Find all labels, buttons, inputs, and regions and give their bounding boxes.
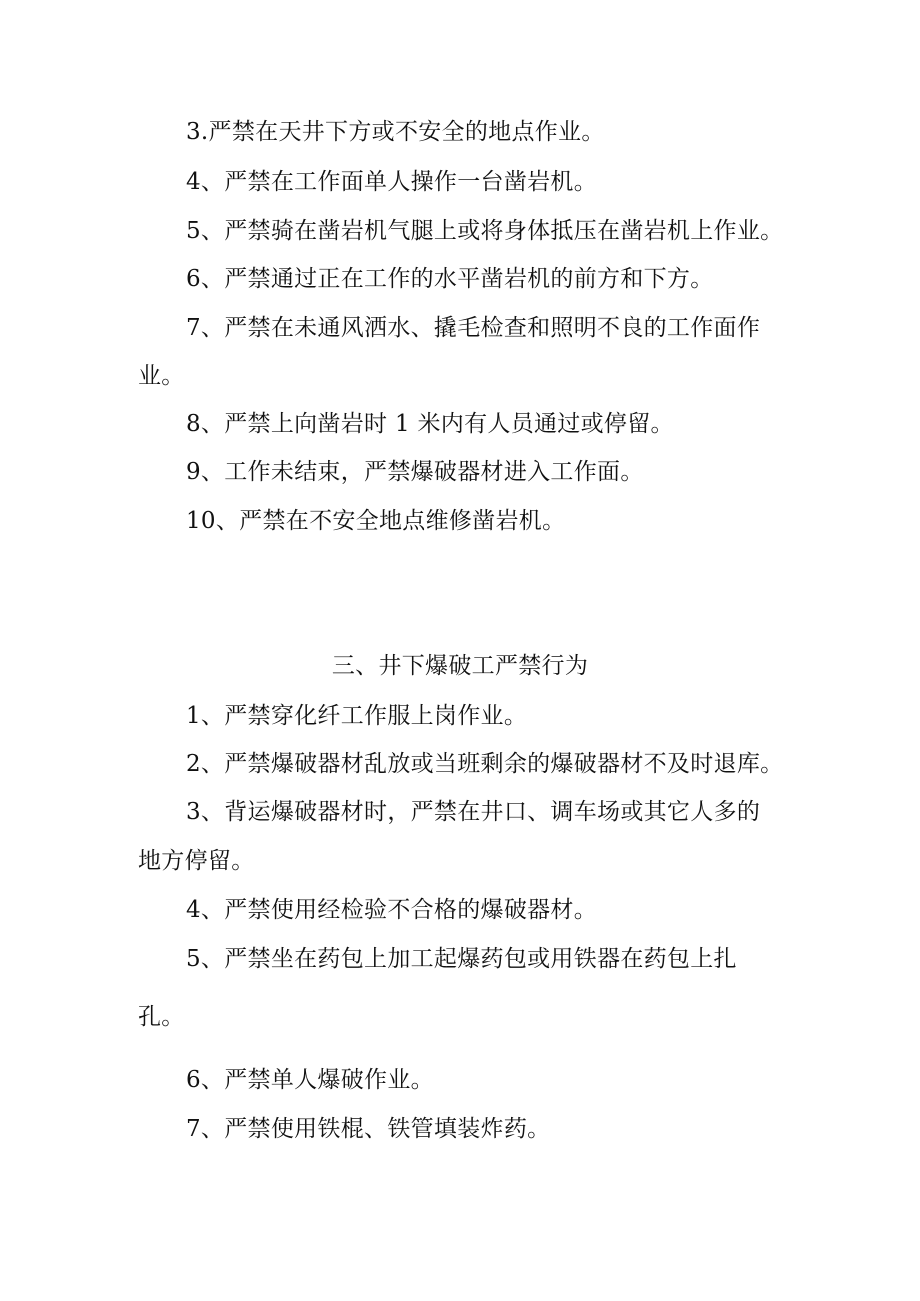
list-item: 3.严禁在天井下方或不安全的地点作业。 xyxy=(186,119,605,145)
list-item-continuation: 业。 xyxy=(138,363,185,389)
list-item: 6、严禁通过正在工作的水平凿岩机的前方和下方。 xyxy=(186,266,714,292)
section-heading: 三、井下爆破工严禁行为 xyxy=(331,653,589,679)
list-item: 4、严禁在工作面单人操作一台凿岩机。 xyxy=(186,169,598,195)
list-item: 2、严禁爆破器材乱放或当班剩余的爆破器材不及时退库。 xyxy=(186,751,784,777)
list-item: 5、严禁坐在药包上加工起爆药包或用铁器在药包上扎 xyxy=(186,946,737,972)
list-item: 8、严禁上向凿岩时 1 米内有人员通过或停留。 xyxy=(186,411,674,437)
list-item: 10、严禁在不安全地点维修凿岩机。 xyxy=(186,508,566,534)
list-item-continuation: 地方停留。 xyxy=(138,848,255,874)
list-item: 9、工作未结束，严禁爆破器材进入工作面。 xyxy=(186,459,644,485)
list-item: 1、严禁穿化纤工作服上岗作业。 xyxy=(186,703,528,729)
list-item: 7、严禁使用铁棍、铁管填装炸药。 xyxy=(186,1116,551,1142)
list-item: 4、严禁使用经检验不合格的爆破器材。 xyxy=(186,897,598,923)
list-item: 7、严禁在未通风洒水、撬毛检查和照明不良的工作面作 xyxy=(186,315,761,341)
list-item-continuation: 孔。 xyxy=(138,1004,185,1030)
list-item: 6、严禁单人爆破作业。 xyxy=(186,1067,434,1093)
list-item: 5、严禁骑在凿岩机气腿上或将身体抵压在凿岩机上作业。 xyxy=(186,218,784,244)
list-item: 3、背运爆破器材时，严禁在井口、调车场或其它人多的 xyxy=(186,799,761,825)
